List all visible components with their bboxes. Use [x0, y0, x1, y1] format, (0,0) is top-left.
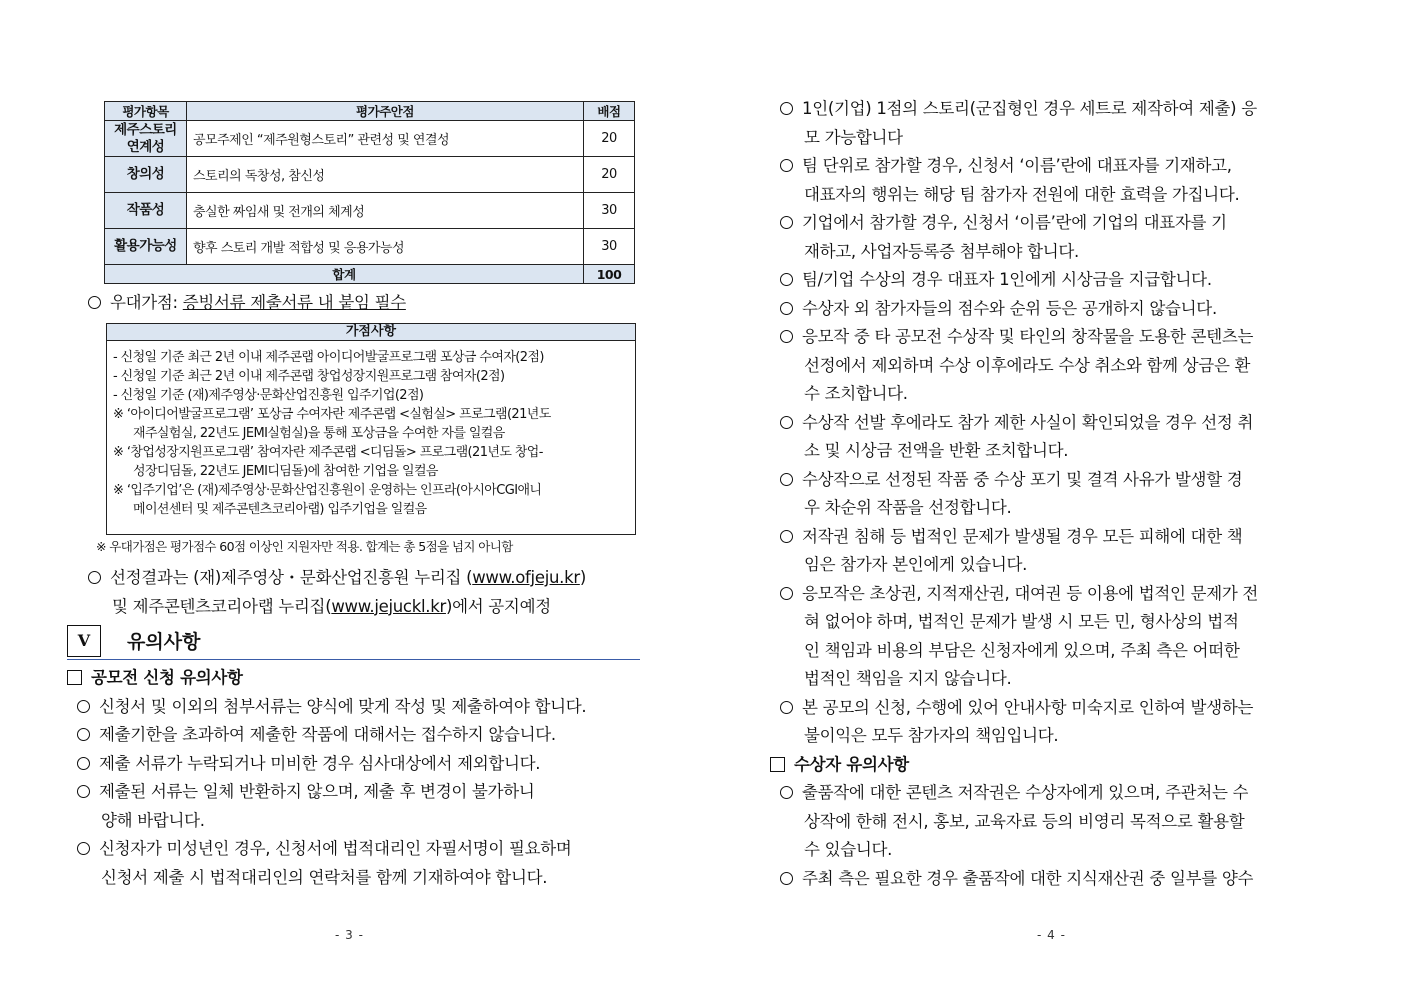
table-header-row: [105, 102, 635, 121]
list-item-text: 제출기한을 초과하여 제출한 작품에 대해서는 접수하지 않습니다.: [99, 725, 556, 744]
list-item-text: 본 공모의 신청, 수행에 있어 안내사항 미숙지로 인하여 발생하는: [802, 697, 1254, 717]
list-item-text: 수상작으로 선정된 작품 중 수상 포기 및 결격 사유가 발생할 경: [802, 469, 1243, 489]
list-item-text: 저작권 침해 등 법적인 문제가 발생될 경우 모든 피해에 대한 책: [802, 526, 1243, 546]
bonus-intro-underlined: 증빙서류 제출서류 내 붙임 필수: [182, 293, 406, 312]
section-number: V: [67, 625, 101, 657]
list-item-text: 우 차순위 작품을 선정합니다.: [804, 498, 1012, 517]
list-item: [780, 466, 1340, 523]
list-item-text: 팀 단위로 참가할 경우, 신청서 ‘이름’란에 대표자를 기재하고,: [802, 156, 1232, 175]
circle-bullet-icon: [88, 571, 101, 584]
circle-bullet-icon: [780, 330, 793, 343]
category-cell: [105, 121, 187, 157]
bonus-box-title: 가점사항: [107, 324, 635, 341]
list-item-text: 양해 바랍니다.: [101, 810, 205, 830]
list-item-text: 신청서 제출 시 법적대리인의 연락처를 함께 기재하여야 합니다.: [101, 867, 548, 887]
list-item-text: 팀/기업 수상의 경우 대표자 1인에게 시상금을 지급합니다.: [802, 270, 1212, 289]
list-item: [77, 778, 586, 835]
bonus-note-line: 성장디딤돌, 22년도 JEMI디딤돌)에 참여한 기업을 일컬음: [133, 464, 438, 479]
circle-bullet-icon: [780, 587, 793, 600]
result-text: ): [579, 568, 586, 587]
score-cell: 30: [584, 229, 635, 265]
list-item: [780, 95, 1340, 152]
list-item: [780, 266, 1340, 295]
circle-bullet-icon: [77, 728, 90, 741]
category-cell: 작품성: [105, 193, 187, 229]
table-header: 평가항목: [105, 102, 187, 121]
list-item-text: 제출된 서류는 일체 반환하지 않으며, 제출 후 변경이 불가하니: [99, 782, 535, 801]
list-item: [780, 152, 1340, 209]
circle-bullet-icon: [780, 701, 793, 714]
circle-bullet-icon: [780, 216, 793, 229]
list-item-text: 모 가능합니다: [804, 127, 903, 147]
right-notice-list: [780, 95, 1340, 893]
list-item-text: 기업에서 참가할 경우, 신청서 ‘이름’란에 기업의 대표자를 기: [802, 213, 1227, 232]
list-item-text: 응모작 중 타 공모전 수상작 및 타인의 창작물을 도용한 콘텐츠는: [802, 327, 1254, 346]
bonus-note-line: ※ ‘아이디어발굴프로그램’ 포상금 수여자란 제주콘랩 <실험실> 프로그램(21년도: [113, 407, 551, 422]
point-cell: 충실한 짜임새 및 전개의 체계성: [187, 193, 584, 229]
list-item-text: 신청자가 미성년인 경우, 신청서에 법적대리인 자필서명이 필요하며: [99, 839, 572, 858]
list-item: [77, 750, 586, 779]
list-item-text: 신청서 및 이외의 첨부서류는 양식에 맞게 작성 및 제출하여야 합니다.: [99, 696, 587, 716]
list-item-text: 수 있습니다.: [804, 840, 893, 859]
list-item: [77, 835, 586, 892]
table-row: [105, 121, 635, 157]
table-total-row: [105, 265, 635, 284]
bonus-box: [106, 323, 636, 535]
list-item-text: 소 및 시상금 전액을 반환 조치합니다.: [804, 441, 1069, 460]
list-item-text: 수상자 외 참가자들의 점수와 순위 등은 공개하지 않습니다.: [802, 298, 1217, 318]
total-score: 100: [584, 265, 635, 284]
list-item: [780, 865, 1340, 894]
list-item: [780, 580, 1340, 694]
bonus-line: - 신청일 기준 최근 2년 이내 제주콘랩 창업성장지원프로그램 참여자(2점): [113, 369, 505, 384]
list-item-text: 재하고, 사업자등록증 첨부해야 합니다.: [804, 241, 1079, 261]
list-item: [780, 694, 1340, 751]
list-item: [780, 295, 1340, 324]
category-cell: 활용가능성: [105, 229, 187, 265]
bonus-note-line: ※ ‘입주기업’은 (재)제주영상·문화산업진흥원이 운영하는 인프라(아시아CGI애니: [113, 483, 542, 498]
circle-bullet-icon: [780, 872, 793, 885]
list-item: [77, 721, 586, 750]
list-item: [780, 409, 1340, 466]
list-item-text: 주최 측은 필요한 경우 출품작에 대한 지식재산권 중 일부를 양수: [802, 868, 1254, 888]
table-header: 배점: [584, 102, 635, 121]
circle-bullet-icon: [77, 842, 90, 855]
circle-bullet-icon: [780, 786, 793, 799]
evaluation-table: [104, 101, 635, 284]
sub-heading-label: 수상자 유의사항: [794, 754, 909, 774]
link-jejuckl[interactable]: www.jejuckl.kr: [331, 596, 446, 616]
section-title: 유의사항: [127, 631, 201, 653]
page-number: - 3 -: [335, 928, 364, 942]
circle-bullet-icon: [780, 530, 793, 543]
result-text: 선정결과는 (재)제주영상・문화산업진흥원 누리집 (: [110, 568, 473, 587]
list-item-text: 수 조치합니다.: [804, 384, 908, 403]
score-cell: 20: [584, 121, 635, 157]
link-ofjeju[interactable]: www.ofjeju.kr: [472, 568, 580, 587]
point-cell: 스토리의 독창성, 참신성: [187, 157, 584, 193]
category-label: 제주스토리 연계성: [114, 121, 177, 155]
circle-bullet-icon: [77, 785, 90, 798]
circle-bullet-icon: [77, 757, 90, 770]
circle-bullet-icon: [780, 159, 793, 172]
list-item-text: 출품작에 대한 콘텐츠 저작권은 수상자에게 있으며, 주관처는 수: [802, 783, 1249, 802]
circle-bullet-icon: [77, 700, 90, 713]
bonus-intro-label: 우대가점:: [110, 293, 183, 312]
list-item-text: 불이익은 모두 참가자의 책임입니다.: [804, 726, 1059, 745]
score-cell: 30: [584, 193, 635, 229]
table-row: [105, 193, 635, 229]
circle-bullet-icon: [780, 273, 793, 286]
list-item-text: 응모작은 초상권, 지적재산권, 대여권 등 이용에 법적인 문제가 전: [802, 583, 1259, 603]
point-cell: 공모주제인 “제주원형스토리” 관련성 및 연결성: [187, 121, 584, 157]
sub-heading: [67, 664, 586, 693]
page-number: - 4 -: [1037, 928, 1066, 942]
table-row: [105, 157, 635, 193]
list-item-text: 인 책임과 비용의 부담은 신청자에게 있으며, 주최 측은 어떠한: [804, 640, 1240, 660]
list-item: [77, 693, 586, 722]
bonus-note-line: 재주실험실, 22년도 JEMI실험실)을 통해 포상금을 수여한 자를 일컬음: [133, 426, 505, 441]
total-label: 합계: [105, 265, 584, 284]
sub-heading-label: 공모전 신청 유의사항: [91, 668, 243, 687]
section-heading: [67, 623, 640, 660]
point-cell: 향후 스토리 개발 적합성 및 응용가능성: [187, 229, 584, 265]
category-cell: 창의성: [105, 157, 187, 193]
left-page: [0, 0, 700, 992]
bonus-note-line: ※ ‘창업성장지원프로그램’ 참여자란 제주콘랩 <디딤돌> 프로그램(21년도 창업-: [113, 445, 543, 460]
square-bullet-icon: [67, 670, 82, 685]
circle-bullet-icon: [780, 473, 793, 486]
sub-heading: [770, 751, 1340, 780]
circle-bullet-icon: [780, 302, 793, 315]
bonus-line: - 신청일 기준 (재)제주영상·문화산업진흥원 입주기업(2점): [113, 388, 424, 403]
right-page: [700, 0, 1403, 992]
list-item: [780, 209, 1340, 266]
list-item-text: 제출 서류가 누락되거나 미비한 경우 심사대상에서 제외합니다.: [99, 753, 541, 773]
list-item-text: 수상작 선발 후에라도 참가 제한 사실이 확인되었을 경우 선정 취: [802, 412, 1254, 432]
table-header: 평가주안점: [187, 102, 584, 121]
square-bullet-icon: [770, 757, 785, 772]
score-cell: 20: [584, 157, 635, 193]
table-row: [105, 229, 635, 265]
circle-bullet-icon: [780, 102, 793, 115]
list-item-text: 상작에 한해 전시, 홍보, 교육자료 등의 비영리 목적으로 활용할: [804, 811, 1245, 831]
result-notice: [88, 564, 586, 621]
list-item-text: 대표자의 행위는 해당 팀 참가자 전원에 대한 효력을 가집니다.: [804, 184, 1240, 204]
list-item-text: 1인(기업) 1점의 스토리(군집형인 경우 세트로 제작하여 제출) 응: [802, 99, 1257, 118]
list-item: [780, 323, 1340, 409]
list-item-text: 법적인 책임을 지지 않습니다.: [804, 669, 1012, 688]
result-text: 및 제주콘텐츠코리아랩 누리집(: [112, 596, 332, 616]
list-item-text: 임은 참가자 본인에게 있습니다.: [804, 555, 1028, 574]
circle-bullet-icon: [88, 296, 101, 309]
bonus-box-body: [107, 341, 635, 519]
circle-bullet-icon: [780, 416, 793, 429]
list-item: [780, 523, 1340, 580]
result-text: )에서 공지예정: [445, 596, 551, 616]
list-item: [780, 779, 1340, 865]
bonus-line: - 신청일 기준 최근 2년 이내 제주콘랩 아이디어발굴프로그램 포상금 수여자(2점): [113, 350, 544, 365]
bonus-note: ※ 우대가점은 평가점수 60점 이상인 지원자만 적용. 합계는 총 5점을 넘지 아니함: [96, 539, 513, 554]
bonus-intro: [88, 289, 406, 318]
bonus-note-line: 메이션센터 및 제주콘텐츠코리아랩) 입주기업을 일컬음: [133, 502, 427, 517]
left-notice-list: [67, 664, 586, 892]
list-item-text: 혀 없어야 하며, 법적인 문제가 발생 시 모든 민, 형사상의 법적: [804, 612, 1239, 631]
list-item-text: 선정에서 제외하며 수상 이후에라도 수상 취소와 함께 상금은 환: [804, 355, 1251, 375]
